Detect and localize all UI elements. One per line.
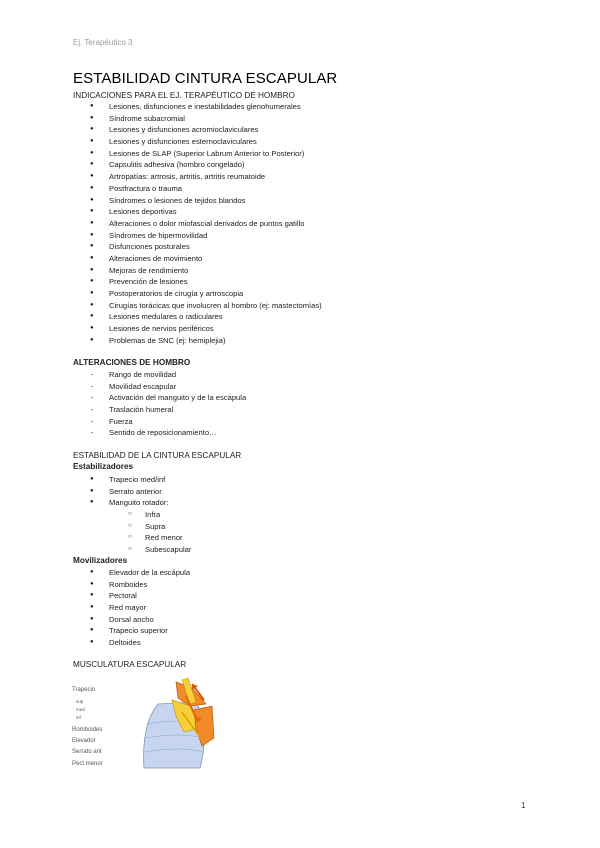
list-item: ● Lesiones y disfunciones acromioclaviculares bbox=[0, 124, 322, 136]
scapula-illustration bbox=[72, 676, 242, 776]
list-item: ● Red mayor bbox=[0, 602, 190, 614]
figure-label: Pect menor bbox=[72, 761, 103, 767]
list-item: ● Prevención de lesiones bbox=[0, 276, 322, 288]
figure-label: inf bbox=[76, 715, 81, 720]
alteraciones-heading: ALTERACIONES DE HOMBRO bbox=[73, 358, 191, 367]
list-item: ● Cirugías torácicas que involucren al hombro (ej: mastectomías) bbox=[0, 300, 322, 312]
page-number: 1 bbox=[521, 801, 526, 810]
list-item: ● Serrato anterior bbox=[0, 486, 169, 498]
figure-label: Serrato ant bbox=[72, 749, 102, 755]
list-item: - Rango de movilidad bbox=[0, 369, 246, 381]
musculatura-heading: MUSCULATURA ESCAPULAR bbox=[73, 660, 187, 669]
list-item: ● Dorsal ancho bbox=[0, 614, 190, 626]
figure-label: Elevador bbox=[72, 738, 96, 744]
list-item: ● Lesiones y disfunciones esternoclaviculares bbox=[0, 136, 322, 148]
list-item: ● Síndrome subacromial bbox=[0, 113, 322, 125]
list-item: ● Manguito rotador: bbox=[0, 497, 169, 509]
manguito-list bbox=[0, 509, 191, 556]
list-item: ● Trapecio med/inf bbox=[0, 474, 169, 486]
estabilizadores-heading: Estabilizadores bbox=[73, 462, 134, 471]
list-item: ● Problemas de SNC (ej: hemiplejia) bbox=[0, 335, 322, 347]
list-item: ● Lesiones deportivas bbox=[0, 206, 322, 218]
list-item: - Traslación humeral bbox=[0, 404, 246, 416]
alteraciones-list bbox=[0, 369, 246, 439]
list-item: ● Lesiones de nervios periféricos bbox=[0, 323, 322, 335]
list-item: ● Deltoides bbox=[0, 637, 190, 649]
list-item: ● Capsulitis adhesiva (hombro congelado) bbox=[0, 159, 322, 171]
list-item: ● Lesiones de SLAP (Superior Labrum Anterior to Posterior) bbox=[0, 148, 322, 160]
list-item: - Fuerza bbox=[0, 416, 246, 428]
scapular-muscles-figure bbox=[72, 676, 242, 776]
list-item: ○ Red menor bbox=[0, 532, 191, 544]
list-item: ● Mejoras de rendimiento bbox=[0, 265, 322, 277]
list-item: ● Alteraciones de movimiento bbox=[0, 253, 322, 265]
list-item: ● Elevador de la escápula bbox=[0, 567, 190, 579]
movilizadores-heading: Movilizadores bbox=[73, 556, 128, 565]
page-header: Ej. Terapéutico 3 bbox=[73, 38, 133, 47]
figure-label: Romboides bbox=[72, 727, 103, 733]
indicaciones-list bbox=[0, 101, 322, 346]
list-item: ● Disfunciones posturales bbox=[0, 241, 322, 253]
list-item: ● Lesiones medulares o radiculares bbox=[0, 311, 322, 323]
estabilizadores-list bbox=[0, 474, 169, 509]
list-item: - Activación del manguito y de la escápula bbox=[0, 392, 246, 404]
figure-label: sup bbox=[76, 699, 84, 704]
estabilidad-heading: ESTABILIDAD DE LA CINTURA ESCAPULAR bbox=[73, 451, 242, 460]
list-item: ● Postoperatorios de cirugía y artroscopia bbox=[0, 288, 322, 300]
list-item: ● Síndromes de hipermovilidad bbox=[0, 230, 322, 242]
list-item: ○ Infra bbox=[0, 509, 191, 521]
figure-label: med bbox=[76, 707, 85, 712]
figure-label: Trapecio bbox=[72, 687, 96, 693]
list-item: ● Alteraciones o dolor miofascial derivados de puntos gatillo bbox=[0, 218, 322, 230]
list-item: ● Pectoral bbox=[0, 590, 190, 602]
list-item: ● Lesiones, disfunciones e inestabilidades glenohumerales bbox=[0, 101, 322, 113]
list-item: - Sentido de reposicionamiento… bbox=[0, 427, 246, 439]
list-item: ● Artropatías: artrosis, artritis, artritis reumatoide bbox=[0, 171, 322, 183]
page-title: ESTABILIDAD CINTURA ESCAPULAR bbox=[73, 70, 338, 87]
list-item: ○ Subescapular bbox=[0, 544, 191, 556]
movilizadores-list bbox=[0, 567, 190, 649]
list-item: ● Trapecio superior bbox=[0, 625, 190, 637]
list-item: ● Romboides bbox=[0, 579, 190, 591]
list-item: ● Postfractura o trauma bbox=[0, 183, 322, 195]
list-item: ○ Supra bbox=[0, 521, 191, 533]
list-item: - Movilidad escapular bbox=[0, 381, 246, 393]
indicaciones-heading: INDICACIONES PARA EL EJ. TERAPÉUTICO DE HOMBRO bbox=[73, 91, 295, 100]
list-item: ● Síndromes o lesiones de tejidos blandos bbox=[0, 195, 322, 207]
